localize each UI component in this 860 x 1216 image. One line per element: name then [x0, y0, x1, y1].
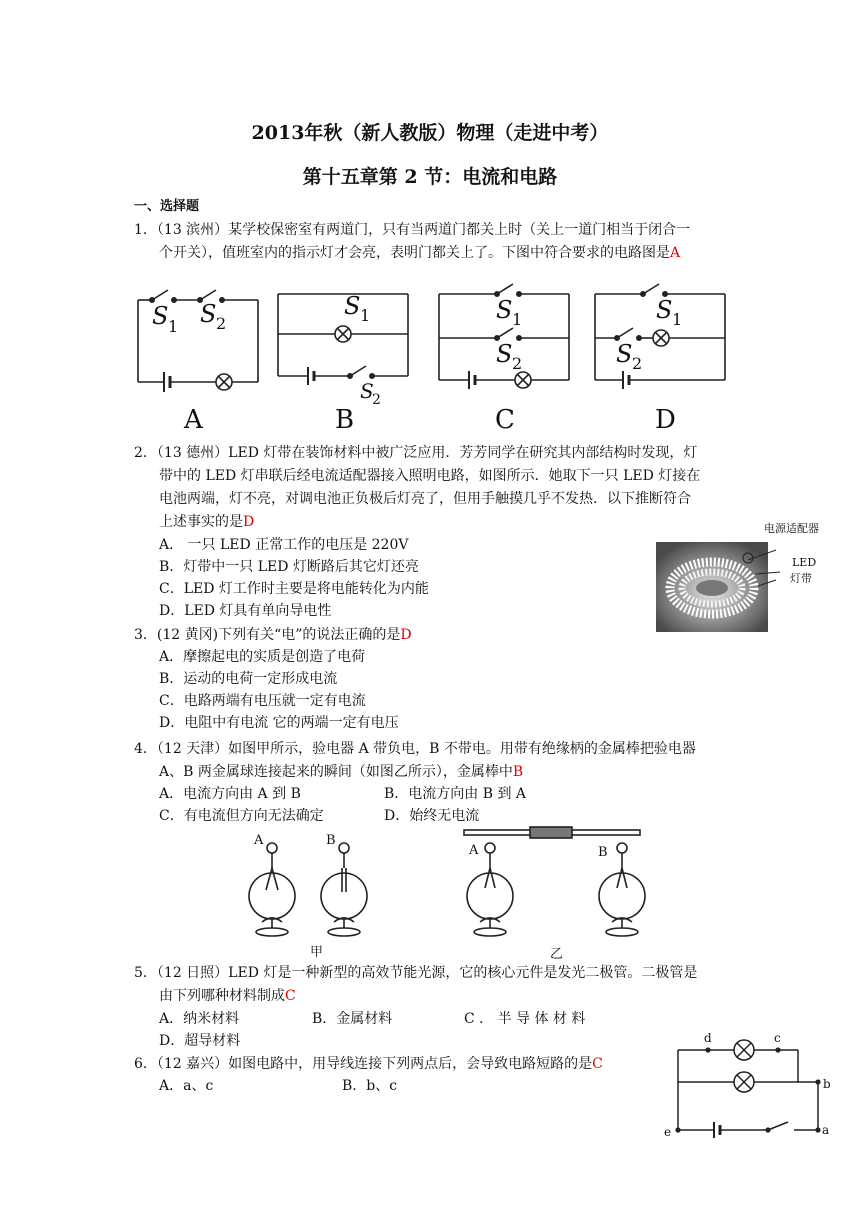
q5-line-1: 5．（12 日照）LED 灯是一种新型的高效节能光源，它的核心元件是发光二极管。二极管是: [134, 965, 698, 981]
svg-text:S: S: [616, 340, 633, 368]
q2-option-a: A． 一只 LED 正常工作的电压是 220V: [159, 537, 409, 553]
q2-line-1: 2．（13 德州）LED 灯带在装饰材料中被广泛应用．芳芳同学在研究其内部结构时发现，灯: [134, 445, 698, 461]
q6-stem: 6．（12 嘉兴）如图电路中，用导线连接下列两点后，会导致电路短路的是C: [134, 1056, 603, 1072]
q3-answer: D: [400, 627, 412, 643]
svg-text:乙: 乙: [550, 947, 564, 962]
svg-text:B: B: [335, 405, 355, 435]
section-heading: 一、选择题: [134, 199, 200, 214]
q2-option-b: B．灯带中一只 LED 灯断路后其它灯还亮: [159, 559, 419, 575]
adapter-label: 电源适配器: [764, 522, 819, 535]
q1-line-1: 1．（13 滨州）某学校保密室有两道门，只有当两道门都关上时（关上一道门相当于闭合一: [134, 222, 691, 238]
svg-text:a: a: [822, 1123, 830, 1137]
svg-text:1: 1: [672, 310, 683, 329]
q4-line-2: A、B 两金属球连接起来的瞬间（如图乙所示），金属棒中B: [159, 764, 524, 780]
led-label: LED: [792, 556, 817, 569]
q4-answer: B: [512, 764, 524, 780]
q3-option-a: A．摩擦起电的实质是创造了电荷: [159, 649, 366, 665]
svg-text:甲: 甲: [310, 945, 324, 960]
svg-text:D: D: [655, 405, 676, 435]
q5-option-c: C ． 半 导 体 材 料: [464, 1011, 586, 1027]
svg-text:B: B: [598, 845, 608, 860]
svg-text:A: A: [469, 843, 479, 858]
svg-text:S: S: [496, 296, 513, 324]
svg-text:2: 2: [512, 354, 523, 373]
q1-line-2: 个开关），值班室内的指示灯才会亮，表明门都关上了。下图中符合要求的电路图是A: [159, 245, 681, 261]
q2-answer: D: [243, 514, 255, 530]
page-title: 2013年秋（新人教版）物理（走进中考）: [251, 122, 609, 144]
page-subtitle: 第十五章第 2 节：电流和电路: [302, 166, 558, 188]
svg-text:A: A: [254, 833, 264, 848]
q2-line-3: 电池两端，灯不亮，对调电池正负极后灯亮了，但用手触摸几乎不发热．以下推断符合: [159, 491, 691, 507]
q3-option-c: C．电路两端有电压就一定有电流: [159, 693, 366, 709]
led-strip-photo: [656, 516, 836, 638]
q2-line-4: 上述事实的是D: [159, 514, 255, 530]
svg-text:2: 2: [632, 354, 643, 373]
q4-option-b: B．电流方向由 B 到 A: [384, 786, 527, 802]
svg-text:B: B: [326, 833, 336, 848]
svg-text:b: b: [823, 1077, 831, 1091]
svg-text:e: e: [664, 1125, 672, 1139]
svg-text:1: 1: [512, 310, 523, 329]
svg-text:S: S: [344, 292, 361, 320]
svg-text:1: 1: [360, 306, 371, 325]
electroscope-a-jia: [249, 843, 295, 936]
q5-line-2: 由下列哪种材料制成C: [159, 988, 296, 1004]
svg-text:S: S: [200, 300, 217, 328]
q1-circuit-figures: [128, 272, 738, 440]
svg-text:A: A: [184, 405, 203, 435]
svg-text:S: S: [496, 340, 513, 368]
q5-answer: C: [285, 988, 296, 1004]
q1-answer: A: [670, 245, 681, 261]
metal-rod: [464, 827, 640, 838]
svg-text:c: c: [774, 1031, 781, 1045]
q2-option-d: D．LED 灯具有单向导电性: [159, 603, 332, 619]
q4-option-a: A．电流方向由 A 到 B: [159, 786, 301, 802]
q2-option-c: C．LED 灯工作时主要是将电能转化为内能: [159, 581, 429, 597]
q6-answer: C: [592, 1056, 603, 1072]
svg-text:C: C: [495, 405, 515, 435]
svg-text:2: 2: [216, 314, 227, 333]
svg-text:S: S: [360, 379, 374, 403]
q5-option-b: B．金属材料: [312, 1011, 393, 1027]
q6-option-b: B．b、c: [342, 1078, 398, 1094]
q4-line-1: 4．（12 天津）如图甲所示，验电器 A 带负电，B 不带电。用带有绝缘柄的金属棒把验电器: [134, 741, 696, 757]
svg-text:1: 1: [168, 317, 179, 336]
q2-line-2: 带中的 LED 灯串联后经电流适配器接入照明电路，如图所示．她取下一只 LED 灯接在: [159, 468, 701, 484]
electroscope-figures: [240, 826, 660, 966]
q3-option-b: B．运动的电荷一定形成电流: [159, 671, 338, 687]
electroscope-b-jia: [321, 843, 367, 936]
svg-text:S: S: [152, 302, 169, 330]
svg-text:S: S: [656, 296, 673, 324]
q6-circuit-figure: [658, 1026, 838, 1148]
svg-text:2: 2: [372, 392, 381, 408]
circuit-b: [278, 294, 408, 385]
q3-stem: 3．(12 黄冈)下列有关“电”的说法正确的是D: [134, 627, 412, 643]
q6-option-a: A．a、c: [159, 1078, 214, 1094]
q4-option-c: C．有电流但方向无法确定: [159, 808, 324, 824]
q3-option-d: D．电阻中有电流 它的两端一定有电压: [159, 715, 399, 731]
q4-option-d: D．始终无电流: [384, 808, 480, 824]
q5-option-d: D．超导材料: [159, 1033, 241, 1049]
strip-label: 灯带: [790, 572, 812, 585]
svg-text:d: d: [704, 1031, 712, 1045]
q5-option-a: A．纳米材料: [159, 1011, 240, 1027]
